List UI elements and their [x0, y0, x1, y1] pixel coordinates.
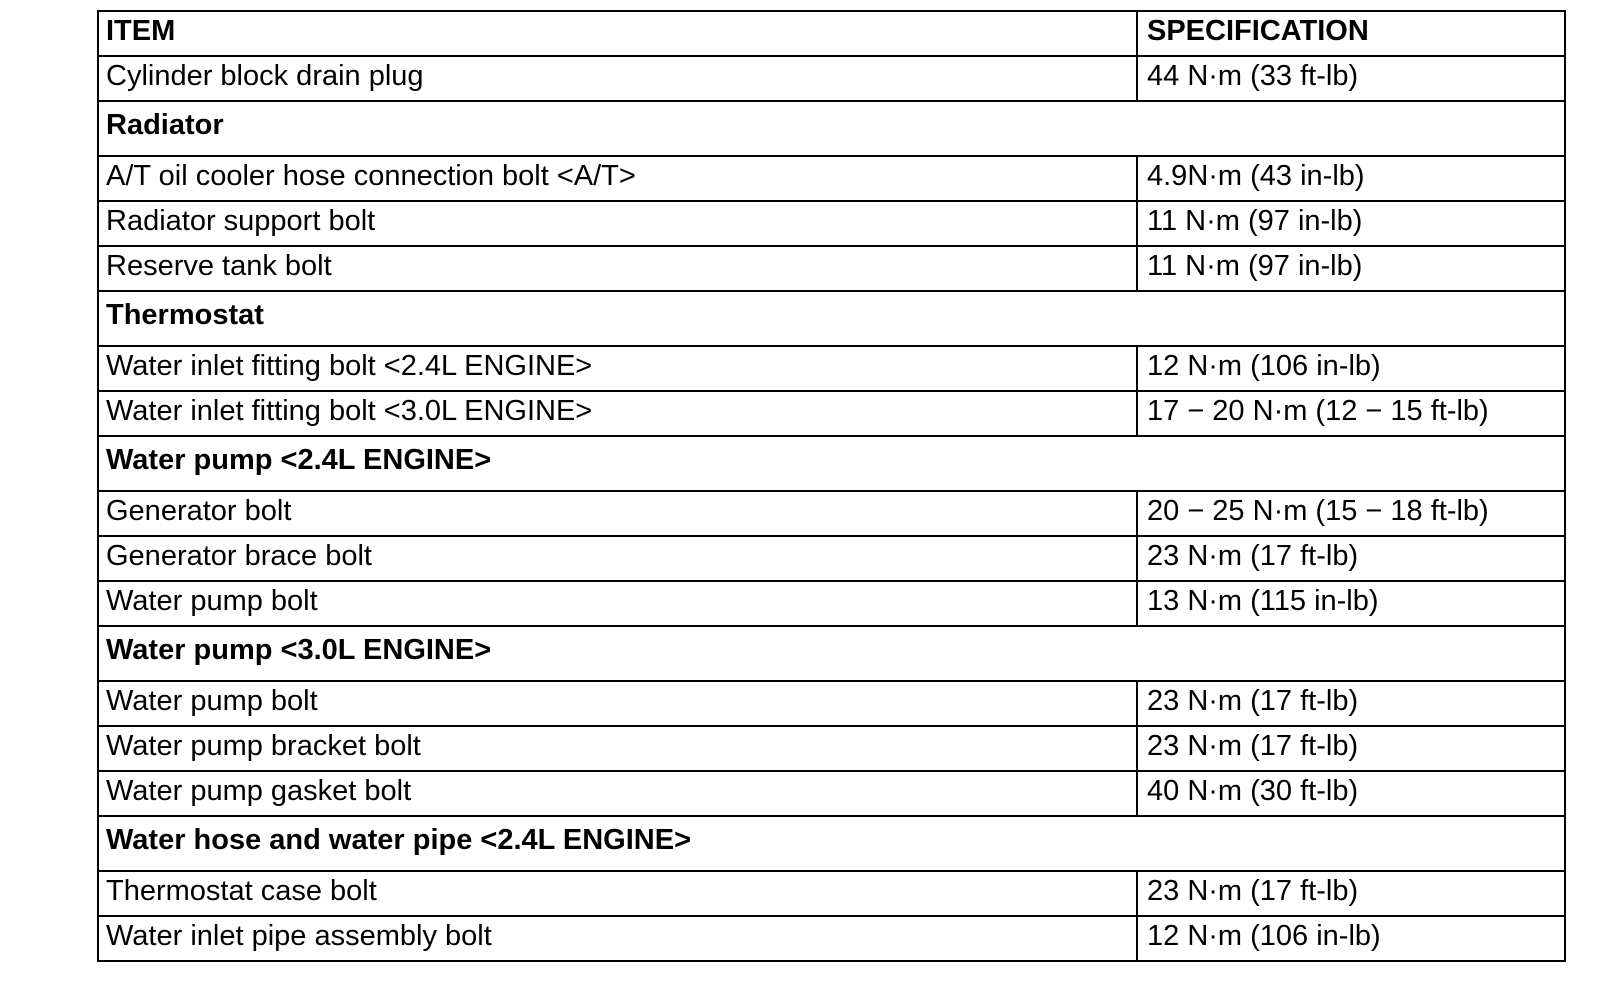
- specification-cell: 20 − 25 N·m (15 − 18 ft-lb): [1137, 491, 1565, 536]
- table-row: [98, 681, 1565, 726]
- item-cell: Generator brace bolt: [98, 536, 1137, 581]
- specification-cell: 13 N·m (115 in-lb): [1137, 581, 1565, 626]
- section-title: Thermostat: [98, 291, 1565, 346]
- item-cell: Water pump bracket bolt: [98, 726, 1137, 771]
- item-cell: Thermostat case bolt: [98, 871, 1137, 916]
- table-row: [98, 391, 1565, 436]
- item-cell: Reserve tank bolt: [98, 246, 1137, 291]
- section-header-row: [98, 291, 1565, 346]
- section-title: Water pump <3.0L ENGINE>: [98, 626, 1565, 681]
- torque-spec-table: [97, 10, 1566, 962]
- table-row: [98, 871, 1565, 916]
- item-cell: Generator bolt: [98, 491, 1137, 536]
- section-header-row: [98, 101, 1565, 156]
- specification-cell: 12 N·m (106 in-lb): [1137, 346, 1565, 391]
- item-cell: Water inlet fitting bolt <2.4L ENGINE>: [98, 346, 1137, 391]
- table-row: [98, 156, 1565, 201]
- item-cell: Cylinder block drain plug: [98, 56, 1137, 101]
- section-header-row: [98, 436, 1565, 491]
- specification-cell: 23 N·m (17 ft-lb): [1137, 681, 1565, 726]
- item-cell: Water pump bolt: [98, 681, 1137, 726]
- table-header-row: [98, 11, 1565, 56]
- table-row: [98, 246, 1565, 291]
- section-title: Water hose and water pipe <2.4L ENGINE>: [98, 816, 1565, 871]
- table-row: [98, 536, 1565, 581]
- item-cell: Radiator support bolt: [98, 201, 1137, 246]
- item-cell: Water inlet pipe assembly bolt: [98, 916, 1137, 961]
- specification-column-header: SPECIFICATION: [1137, 11, 1565, 56]
- specification-cell: 17 − 20 N·m (12 − 15 ft-lb): [1137, 391, 1565, 436]
- table-row: [98, 726, 1565, 771]
- table-row: [98, 771, 1565, 816]
- table-row: [98, 346, 1565, 391]
- table-row: [98, 201, 1565, 246]
- specification-cell: 23 N·m (17 ft-lb): [1137, 536, 1565, 581]
- specification-cell: 44 N·m (33 ft-lb): [1137, 56, 1565, 101]
- specification-cell: 11 N·m (97 in-lb): [1137, 246, 1565, 291]
- table-row: [98, 581, 1565, 626]
- table-row: [98, 491, 1565, 536]
- item-cell: Water pump bolt: [98, 581, 1137, 626]
- section-title: Radiator: [98, 101, 1565, 156]
- specification-cell: 23 N·m (17 ft-lb): [1137, 726, 1565, 771]
- table-body: [98, 56, 1565, 961]
- table-row: [98, 56, 1565, 101]
- item-column-header: ITEM: [98, 11, 1137, 56]
- specification-cell: 12 N·m (106 in-lb): [1137, 916, 1565, 961]
- item-cell: Water inlet fitting bolt <3.0L ENGINE>: [98, 391, 1137, 436]
- section-header-row: [98, 816, 1565, 871]
- specification-cell: 23 N·m (17 ft-lb): [1137, 871, 1565, 916]
- table-row: [98, 916, 1565, 961]
- specification-cell: 40 N·m (30 ft-lb): [1137, 771, 1565, 816]
- specification-cell: 11 N·m (97 in-lb): [1137, 201, 1565, 246]
- item-cell: Water pump gasket bolt: [98, 771, 1137, 816]
- section-header-row: [98, 626, 1565, 681]
- item-cell: A/T oil cooler hose connection bolt <A/T>: [98, 156, 1137, 201]
- section-title: Water pump <2.4L ENGINE>: [98, 436, 1565, 491]
- specification-cell: 4.9N·m (43 in-lb): [1137, 156, 1565, 201]
